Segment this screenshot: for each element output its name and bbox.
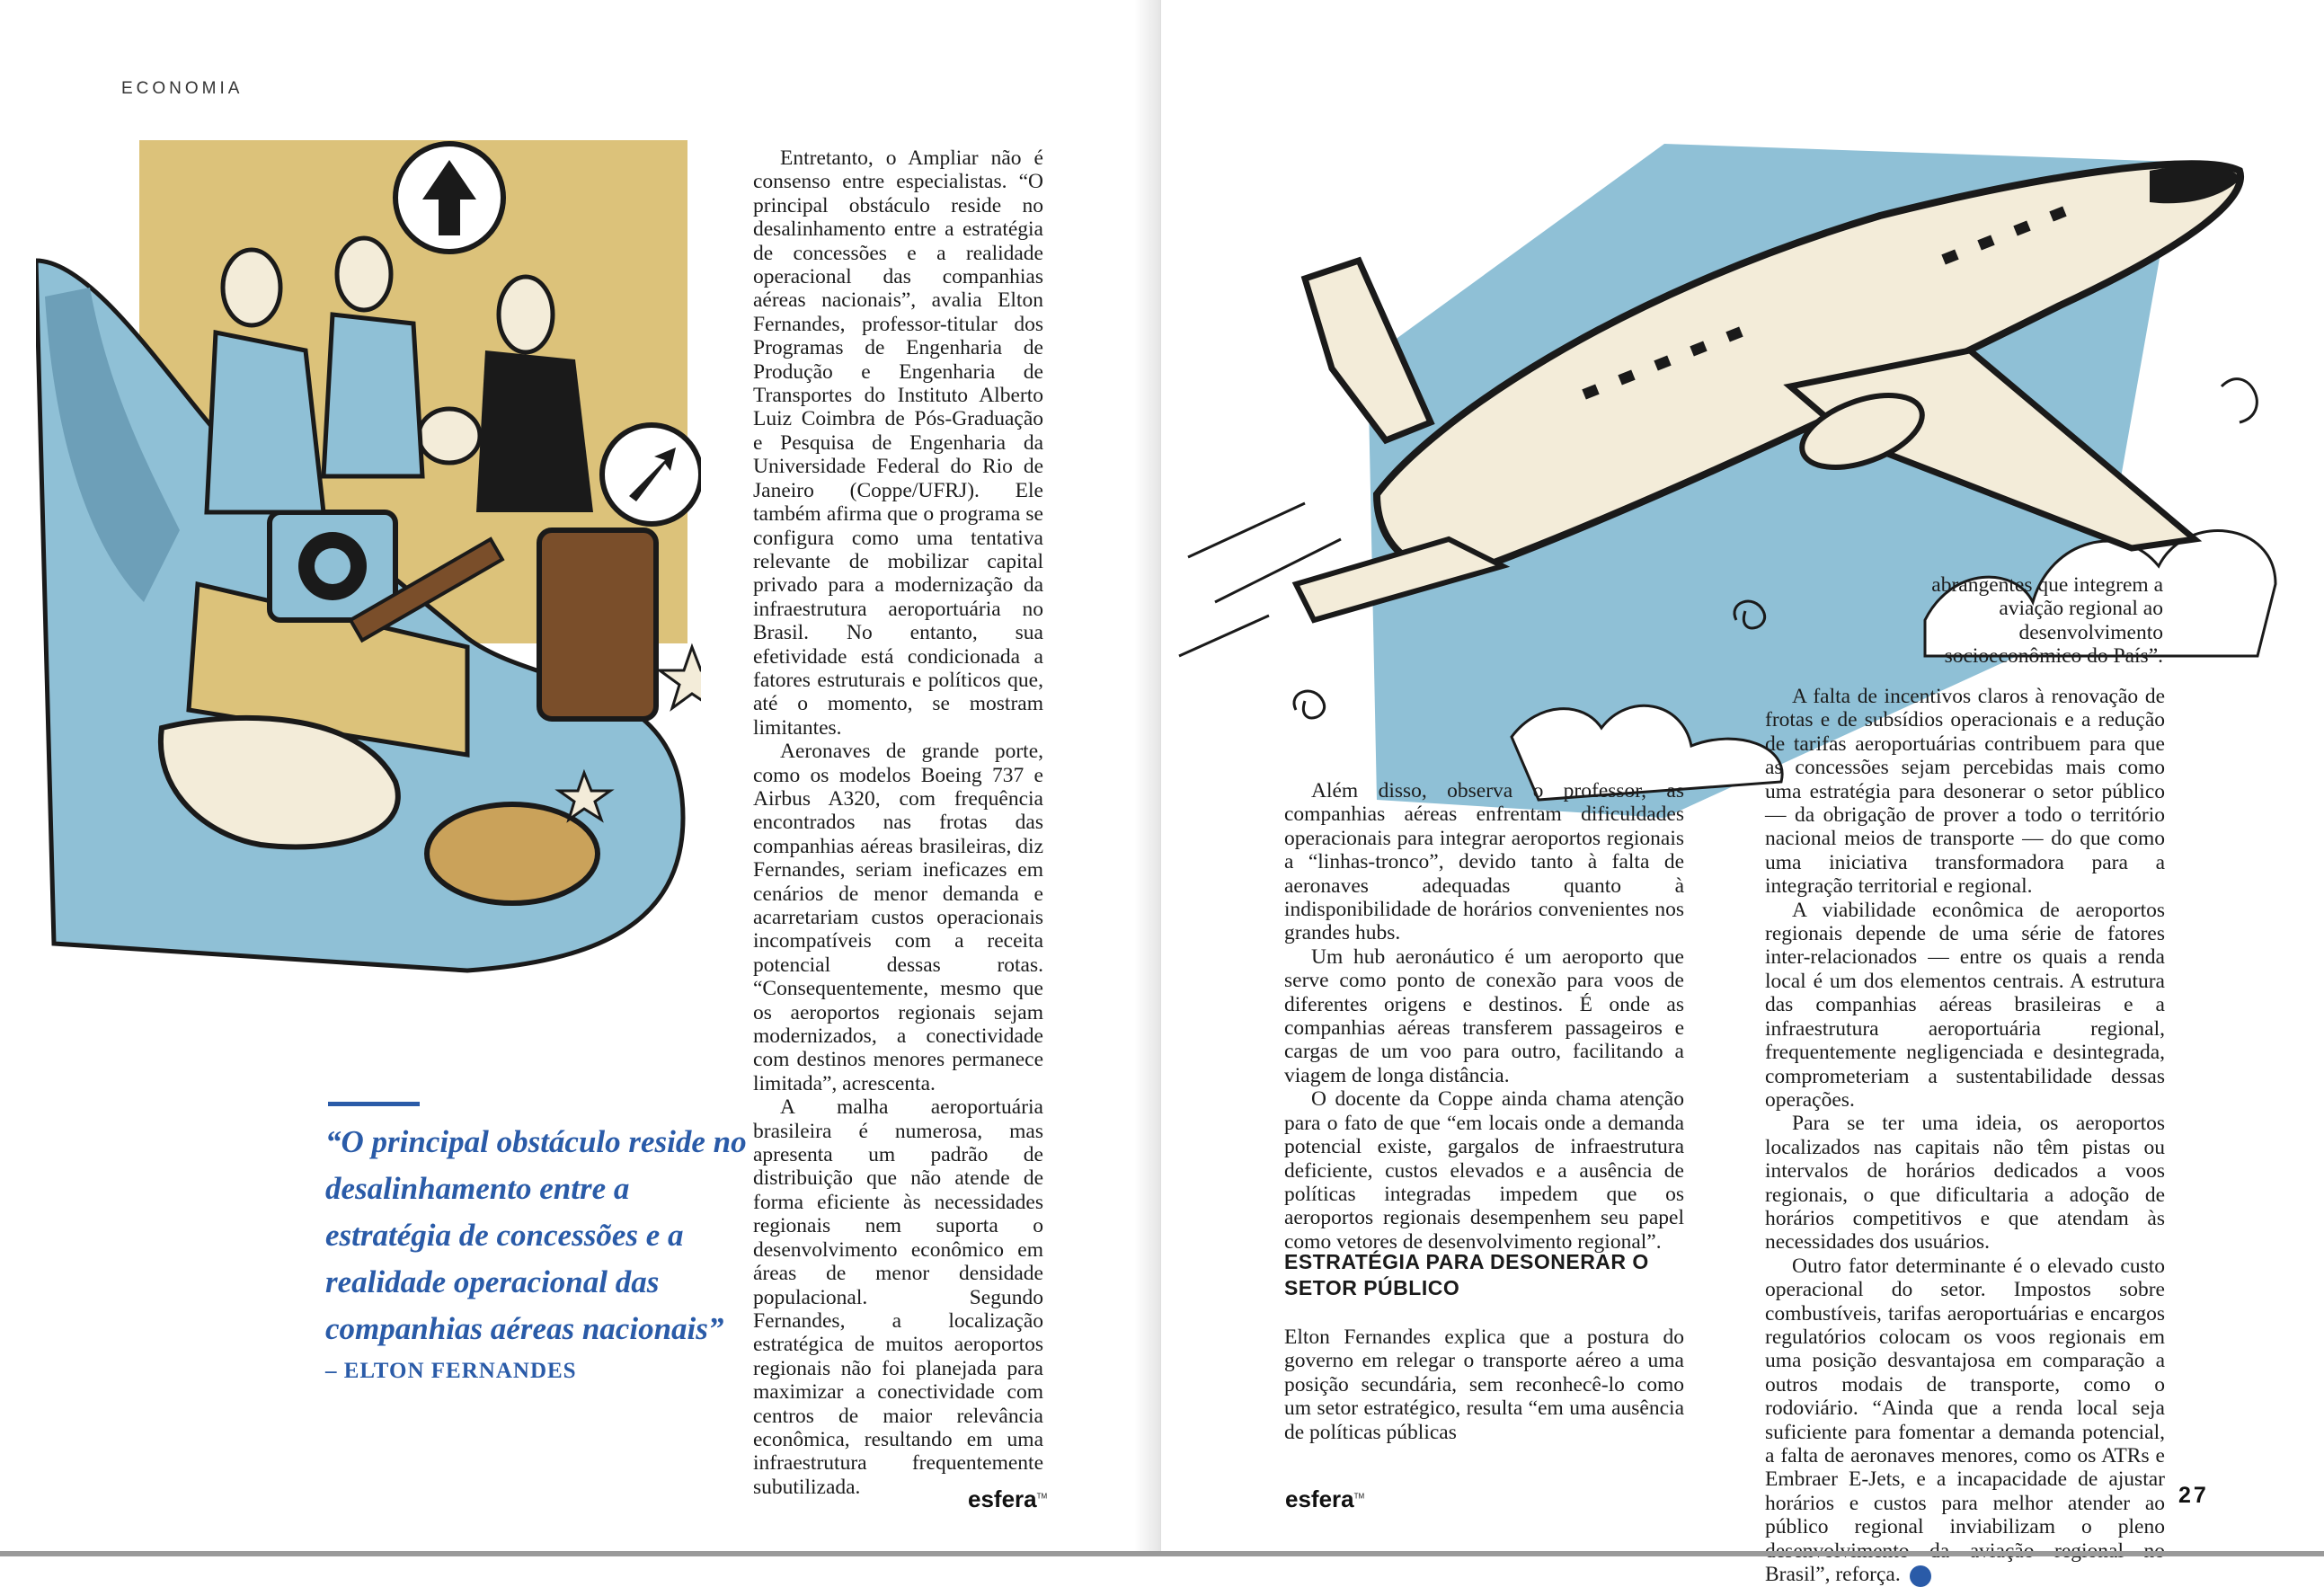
right-text-column-b <box>1765 685 2165 1587</box>
magazine-logo <box>968 1485 1047 1513</box>
left-page <box>0 0 1161 1556</box>
paragraph: Entretanto, o Ampliar não é consenso entre especialistas. “O principal obstáculo reside no desalinhamento entre a estratégia de concessões e a realidade operacional das companhias aéreas nacionais”, avalia Elton Fernandes, professor-titular dos Programas de Engenharia de Produção e Engenharia de Transportes do Instituto Alberto Luiz Coimbra de Pós-Graduação e Pesquisa de Engenharia da Universidade Federal do Rio de Janeiro (Coppe/UFRJ). Ele também afirma que o programa se configura como uma tentativa relevante de mobilizar capital privado para a modernização da infraestrutura aeroportuária no Brasil. No entanto, sua efetividade está condicionada a fatores estruturais e políticos que, até o momento, se mostram limitantes. <box>753 146 1043 740</box>
paragraph: Para se ter uma ideia, os aeroportos localizados nas capitais não têm pistas ou intervalos de horários dedicados a voos regionais, o que dificultaria a adoção de horários competitivos e que atendam às necessidades dos usuários. <box>1765 1112 2165 1255</box>
right-page <box>1161 0 2324 1587</box>
page-number: 27 <box>2178 1483 2209 1508</box>
paragraph: A viabilidade econômica de aeroportos regionais depende de uma série de fatores inter-relacionados — entre os quais a renda local é um dos elementos centrais. A estrutura das companhias aéreas brasileiras e a infraestrutura aeroportuária regional, frequentemente negligenciada e desintegrada, comprometeriam a sustentabilidade dessas operações. <box>1765 898 2165 1112</box>
paragraph: Aeronaves de grande porte, como os modelos Boeing 737 e Airbus A320, com frequência encontrados nas frotas das companhias aéreas brasileiras, diz Fernandes, seriam ineficazes em cenários de menor demanda e acarretariam custos operacionais incompatíveis com a receita potencial dessas rotas. “Consequentemente, mesmo que os aeroportos regionais sejam modernizados, a conectividade com destinos menores permanece limitada”, acrescenta. <box>753 740 1043 1095</box>
pull-quote-author: – ELTON FERNANDES <box>325 1359 577 1383</box>
auction-illustration <box>36 135 701 989</box>
paragraph: A falta de incentivos claros à renovação de frotas e de subsídios operacionais e a redução de tarifas aeroportuárias contribuem para que as concessões sejam percebidas mais como uma estratégia para desonerar o setor público — da obrigação de prover a todo o território nacional meios de transporte — do que como uma iniciativa transformadora para a integração territorial e regional. <box>1765 685 2165 899</box>
right-column-b-intro: abrangentes que integrem a aviação regional ao desenvolvimento socioeconômico do País”. <box>1931 573 2163 669</box>
section-label: ECONOMIA <box>121 79 244 98</box>
paragraph-text: Outro fator determinante é o elevado custo operacional do setor. Impostos sobre combustíveis, tarifas aeroportuárias e encargos regulatórios colocam os voos regionais em uma posição desvantajosa em comparação a outros modais de transporte, como o rodoviário. “Ainda que a renda local seja suficiente para fomentar a demanda potencial, a falta de aeronaves menores, como os ATRs e Embraer E-Jets, e a incapacidade de ajustar horários e custos para melhor atender ao público regional inviabilizam o pleno Brasil”, reforça. <box>1765 1254 2165 1587</box>
paragraph: Elton Fernandes explica que a postura do governo em relegar o transporte aéreo a uma posição secundária, sem reconhecê-lo como um setor estratégico, resulta “em uma ausência de políticas públicas <box>1284 1325 1684 1444</box>
logo-trademark: TM <box>1036 1492 1048 1501</box>
auction-illustration-art <box>36 135 701 989</box>
right-text-column-a2 <box>1284 1325 1684 1444</box>
magazine-logo <box>1285 1485 1364 1513</box>
left-text-column <box>753 146 1043 1499</box>
end-mark-icon <box>1910 1565 1931 1587</box>
pull-quote: “O principal obstáculo reside no desalinhamento entre a estratégia de concessões e a realidade operacional das companhias aéreas nacionais” <box>325 1124 747 1346</box>
logo-trademark: TM <box>1353 1492 1365 1501</box>
right-text-column-a <box>1284 779 1684 1254</box>
quote-rule <box>328 1102 420 1106</box>
logo-text: esfera <box>1285 1485 1354 1512</box>
paragraph: Além disso, observa o professor, as companhias aéreas enfrentam dificuldades operacionais para integrar aeroportos regionais a “linhas-tronco”, devido tanto à falta de aeronaves adequadas quanto à indisponibilidade de horários convenientes nos grandes hubs. <box>1284 779 1684 945</box>
section-heading: ESTRATÉGIA PARA DESONERAR O SETOR PÚBLICO <box>1284 1250 1649 1299</box>
paragraph <box>1765 1255 2165 1587</box>
paragraph: O docente da Coppe ainda chama atenção para o fato de que “em locais onde a demanda potencial existe, gargalos de infraestrutura deficiente, custos elevados e a ausência de políticas integradas impedem que os aeroportos regionais desempenhem seu papel como vetores de desenvolvimento regional”. <box>1284 1087 1684 1254</box>
bottom-edge <box>0 1551 2324 1556</box>
paragraph: A malha aeroportuária brasileira é numerosa, mas apresenta um padrão de distribuição que não atende de forma eficiente às necessidades regionais nem suporta o desenvolvimento econômico em áreas de menor densidade populacional. Segundo Fernandes, a localização estratégica de muitos aeroportos regionais não foi planejada para maximizar a conectividade com centros de maior relevância econômica, resultando em uma infraestrutura frequentemente subutilizada. <box>753 1095 1043 1499</box>
paragraph: Um hub aeronáutico é um aeroporto que serve como ponto de conexão para voos de diferentes origens e destinos. É onde as companhias aéreas transferem passageiros e cargas de um voo para outro, facilitando a viagem de longa distância. <box>1284 944 1684 1087</box>
logo-text: esfera <box>968 1485 1037 1512</box>
